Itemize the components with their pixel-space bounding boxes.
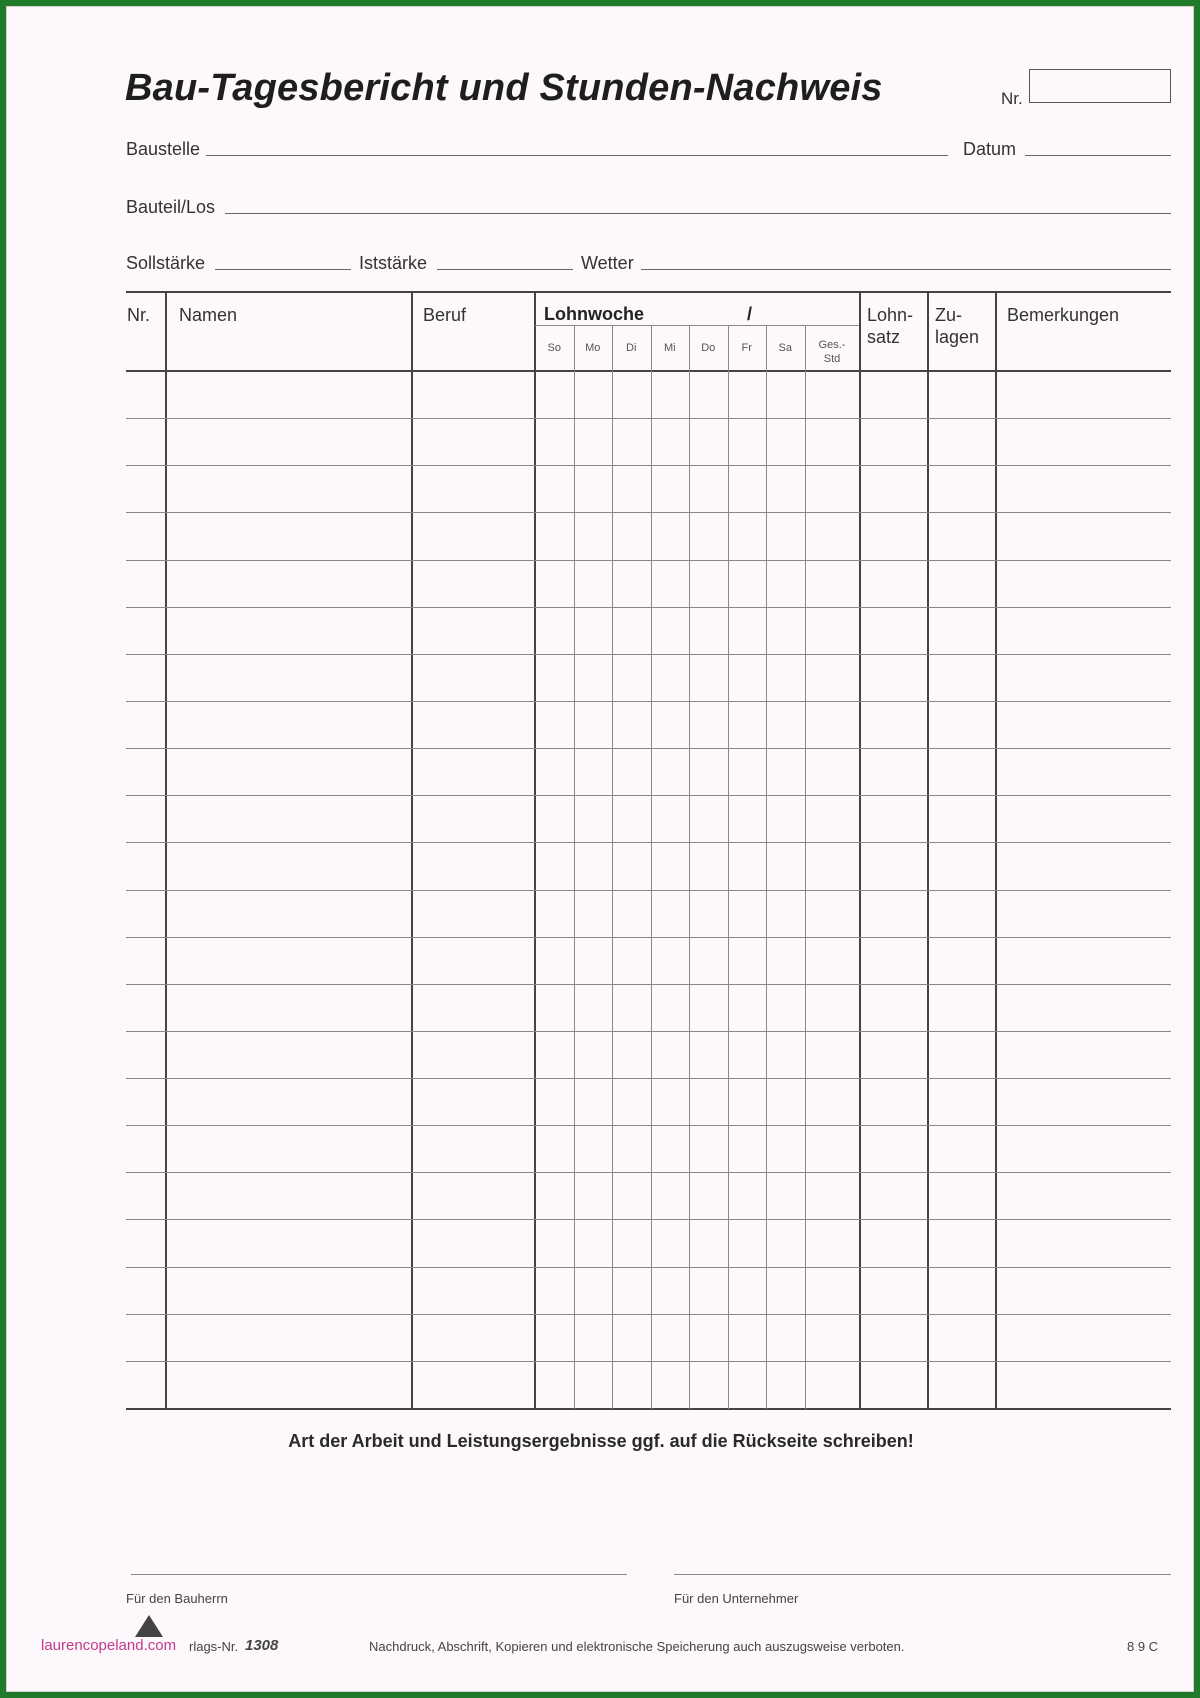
publisher-logo-icon: [135, 1615, 163, 1637]
table-row[interactable]: [126, 1314, 1171, 1315]
col-divider: [995, 291, 997, 1410]
table-row[interactable]: [126, 1267, 1171, 1268]
iststaerke-field[interactable]: [437, 269, 573, 270]
table-row[interactable]: [126, 795, 1171, 796]
form-code: 8 9 C: [1127, 1639, 1159, 1654]
header-zulagen-1: Zu-: [935, 305, 962, 325]
header-lohnwoche-slash: /: [747, 304, 753, 324]
day-col-divider: [805, 325, 806, 1409]
wetter-label: Wetter: [581, 253, 634, 273]
day-col-divider: [766, 325, 767, 1409]
table-header-border: [126, 370, 1171, 372]
bauherr-signature-line[interactable]: [131, 1574, 627, 1575]
instruction-note: Art der Arbeit und Leistungsergebnisse ggf. auf die Rückseite schreiben!: [288, 1431, 914, 1451]
table-row[interactable]: [126, 607, 1171, 608]
nr-label: Nr.: [1001, 89, 1023, 108]
watermark: laurencopeland.com: [41, 1637, 177, 1654]
day-col-divider: [612, 325, 613, 1409]
form-title: Bau-Tagesbericht und Stunden-Nachweis: [125, 67, 883, 109]
table-row[interactable]: [126, 701, 1171, 702]
col-divider: [411, 291, 413, 1410]
form-page: [6, 6, 1194, 1692]
table-row[interactable]: [126, 937, 1171, 938]
header-day-0: So: [547, 342, 561, 354]
header-day-3: Mi: [663, 342, 676, 354]
header-day-2: Di: [626, 342, 637, 354]
table-row[interactable]: [126, 1361, 1171, 1362]
bauherr-label: Für den Bauherrn: [126, 1591, 228, 1606]
day-col-divider: [689, 325, 690, 1409]
header-day-4: Do: [701, 342, 716, 354]
header-lohnsatz-1: Lohn-: [867, 305, 914, 325]
copyright-notice: Nachdruck, Abschrift, Kopieren und elektronische Speicherung auch auszugsweise verboten.: [369, 1639, 905, 1654]
table-row[interactable]: [126, 748, 1171, 749]
header-lohnwoche: Lohnwoche: [544, 304, 644, 324]
sollstaerke-field[interactable]: [215, 269, 351, 270]
header-beruf: Beruf: [423, 305, 467, 325]
header-lohnsatz-2: satz: [867, 327, 901, 347]
table-row[interactable]: [126, 1078, 1171, 1079]
lohnwoche-subdivider: [535, 325, 859, 326]
verlag-label: rlags-Nr.: [189, 1639, 239, 1654]
header-namen: Namen: [179, 305, 238, 325]
header-day-5: Fr: [741, 342, 752, 354]
bauteil-label: Bauteil/Los: [126, 197, 216, 217]
col-divider: [859, 291, 861, 1410]
sollstaerke-label: Sollstärke: [126, 253, 206, 273]
col-divider: [927, 291, 929, 1410]
header-nr: Nr.: [127, 305, 151, 325]
table-row[interactable]: [126, 1031, 1171, 1032]
unternehmer-label: Für den Unternehmer: [674, 1591, 799, 1606]
header-zulagen-2: lagen: [935, 327, 980, 347]
datum-field[interactable]: [1025, 155, 1171, 156]
table-row[interactable]: [126, 512, 1171, 513]
bauteil-field[interactable]: [225, 213, 1171, 214]
table-bottom-border: [126, 1408, 1171, 1410]
day-col-divider: [728, 325, 729, 1409]
verlag-number: 1308: [245, 1637, 279, 1654]
nr-field[interactable]: [1029, 69, 1171, 103]
header-total-1: Ges.-: [818, 339, 846, 351]
header-total-2: Std: [823, 353, 841, 365]
header-day-1: Mo: [585, 342, 601, 354]
table-row[interactable]: [126, 654, 1171, 655]
table-row[interactable]: [126, 1125, 1171, 1126]
table-row[interactable]: [126, 418, 1171, 419]
table-row[interactable]: [126, 1219, 1171, 1220]
table-top-border: [126, 291, 1171, 293]
unternehmer-signature-line[interactable]: [674, 1574, 1171, 1575]
table-row[interactable]: [126, 465, 1171, 466]
iststaerke-label: Iststärke: [359, 253, 428, 273]
baustelle-field[interactable]: [206, 155, 948, 156]
table-row[interactable]: [126, 1172, 1171, 1173]
table-row[interactable]: [126, 560, 1171, 561]
datum-label: Datum: [963, 139, 1017, 159]
day-col-divider: [574, 325, 575, 1409]
baustelle-label: Baustelle: [126, 139, 201, 159]
header-day-6: Sa: [778, 342, 792, 354]
table-row[interactable]: [126, 890, 1171, 891]
wetter-field[interactable]: [641, 269, 1171, 270]
day-col-divider: [651, 325, 652, 1409]
col-divider: [534, 291, 536, 1410]
header-bemerkungen: Bemerkungen: [1007, 305, 1120, 325]
table-row[interactable]: [126, 984, 1171, 985]
table-row[interactable]: [126, 842, 1171, 843]
col-divider: [165, 291, 167, 1410]
